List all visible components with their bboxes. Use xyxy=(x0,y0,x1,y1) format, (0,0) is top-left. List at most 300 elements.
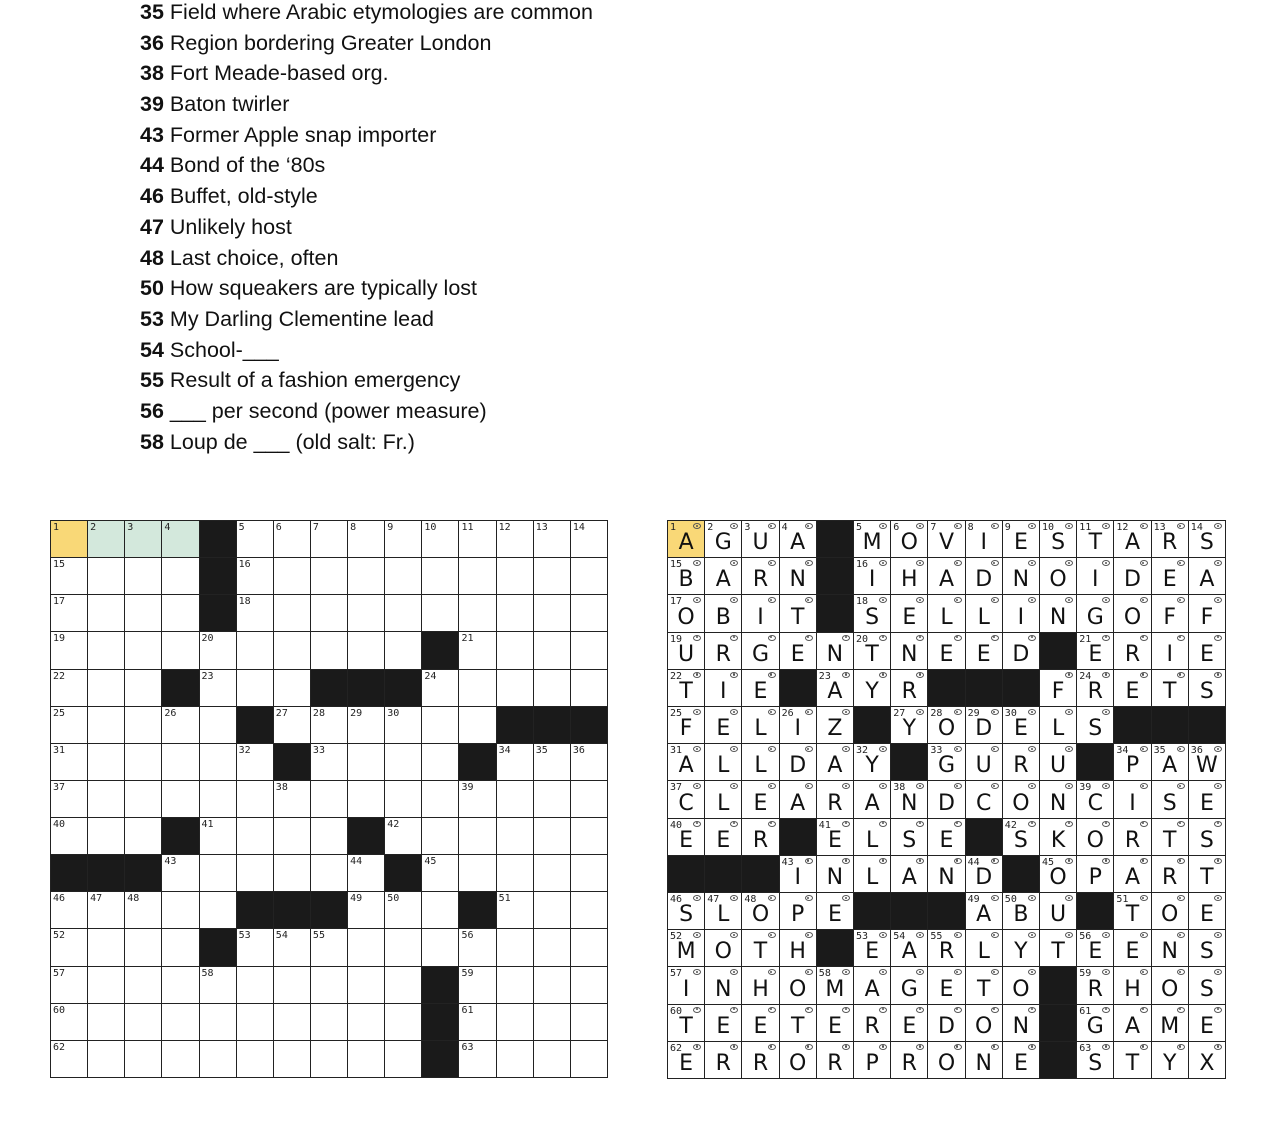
reveal-eye-icon[interactable] xyxy=(730,1044,738,1050)
solved-cell[interactable] xyxy=(1152,558,1189,595)
solved-cell[interactable] xyxy=(928,856,965,893)
grid-cell[interactable] xyxy=(422,521,459,558)
solved-cell[interactable] xyxy=(1040,707,1077,744)
reveal-eye-icon[interactable] xyxy=(991,597,999,603)
grid-cell[interactable] xyxy=(274,1004,311,1041)
reveal-eye-icon[interactable] xyxy=(1102,783,1110,789)
grid-cell[interactable] xyxy=(125,781,162,818)
solved-cell[interactable] xyxy=(668,707,705,744)
reveal-eye-icon[interactable] xyxy=(991,746,999,752)
grid-cell[interactable] xyxy=(459,595,496,632)
reveal-eye-icon[interactable] xyxy=(1214,597,1222,603)
solved-cell[interactable] xyxy=(1152,967,1189,1004)
solved-cell[interactable] xyxy=(1003,744,1040,781)
grid-cell[interactable] xyxy=(311,929,348,966)
grid-cell[interactable] xyxy=(200,670,237,707)
solved-cell[interactable] xyxy=(1077,1042,1114,1079)
grid-cell[interactable] xyxy=(348,1041,385,1078)
solved-cell[interactable] xyxy=(1152,1042,1189,1079)
grid-cell[interactable] xyxy=(422,744,459,781)
reveal-eye-icon[interactable] xyxy=(1065,746,1073,752)
solved-cell[interactable] xyxy=(668,633,705,670)
reveal-eye-icon[interactable] xyxy=(954,597,962,603)
reveal-eye-icon[interactable] xyxy=(1065,895,1073,901)
reveal-eye-icon[interactable] xyxy=(954,821,962,827)
reveal-eye-icon[interactable] xyxy=(879,597,887,603)
solved-cell[interactable] xyxy=(742,967,779,1004)
reveal-eye-icon[interactable] xyxy=(916,1007,924,1013)
solved-cell[interactable] xyxy=(928,967,965,1004)
grid-cell[interactable] xyxy=(237,632,274,669)
grid-cell[interactable] xyxy=(200,632,237,669)
grid-cell[interactable] xyxy=(534,818,571,855)
reveal-eye-icon[interactable] xyxy=(954,783,962,789)
grid-cell[interactable] xyxy=(497,595,534,632)
grid-cell[interactable] xyxy=(497,632,534,669)
solved-cell[interactable] xyxy=(854,819,891,856)
solved-cell[interactable] xyxy=(780,781,817,818)
grid-cell[interactable] xyxy=(88,1041,125,1078)
solved-cell[interactable] xyxy=(1152,930,1189,967)
grid-cell[interactable] xyxy=(88,558,125,595)
solved-cell[interactable] xyxy=(1189,521,1226,558)
solved-cell[interactable] xyxy=(817,967,854,1004)
solved-cell[interactable] xyxy=(1114,1042,1151,1079)
grid-cell[interactable] xyxy=(88,670,125,707)
solved-cell[interactable] xyxy=(1114,930,1151,967)
reveal-eye-icon[interactable] xyxy=(1102,635,1110,641)
reveal-eye-icon[interactable] xyxy=(1028,895,1036,901)
reveal-eye-icon[interactable] xyxy=(879,932,887,938)
solved-cell[interactable] xyxy=(1040,856,1077,893)
solved-cell[interactable] xyxy=(1114,521,1151,558)
reveal-eye-icon[interactable] xyxy=(879,821,887,827)
solved-cell[interactable] xyxy=(1114,856,1151,893)
grid-cell[interactable] xyxy=(274,670,311,707)
grid-cell[interactable] xyxy=(385,595,422,632)
reveal-eye-icon[interactable] xyxy=(991,1007,999,1013)
grid-cell[interactable] xyxy=(311,558,348,595)
solved-cell[interactable] xyxy=(780,930,817,967)
grid-cell[interactable] xyxy=(385,707,422,744)
grid-cell[interactable] xyxy=(88,818,125,855)
grid-cell[interactable] xyxy=(497,1004,534,1041)
grid-cell[interactable] xyxy=(162,967,199,1004)
solved-cell[interactable] xyxy=(742,744,779,781)
grid-cell[interactable] xyxy=(459,781,496,818)
solved-cell[interactable] xyxy=(668,744,705,781)
grid-cell[interactable] xyxy=(497,670,534,707)
grid-cell[interactable] xyxy=(162,855,199,892)
reveal-eye-icon[interactable] xyxy=(1177,523,1185,529)
clue-item[interactable] xyxy=(140,399,593,430)
solved-cell[interactable] xyxy=(1152,744,1189,781)
reveal-eye-icon[interactable] xyxy=(805,969,813,975)
grid-cell[interactable] xyxy=(125,1041,162,1078)
reveal-eye-icon[interactable] xyxy=(916,932,924,938)
grid-cell[interactable] xyxy=(534,670,571,707)
reveal-eye-icon[interactable] xyxy=(916,672,924,678)
solved-cell[interactable] xyxy=(1003,967,1040,1004)
grid-cell[interactable] xyxy=(237,558,274,595)
grid-cell[interactable] xyxy=(385,781,422,818)
solved-cell[interactable] xyxy=(1077,967,1114,1004)
grid-cell[interactable] xyxy=(459,1041,496,1078)
grid-cell[interactable] xyxy=(162,929,199,966)
solved-cell[interactable] xyxy=(705,558,742,595)
solved-cell[interactable] xyxy=(742,893,779,930)
solved-cell[interactable] xyxy=(928,1042,965,1079)
solved-cell[interactable] xyxy=(891,856,928,893)
solved-cell[interactable] xyxy=(1040,781,1077,818)
grid-cell[interactable] xyxy=(162,521,199,558)
grid-cell[interactable] xyxy=(497,892,534,929)
reveal-eye-icon[interactable] xyxy=(954,969,962,975)
reveal-eye-icon[interactable] xyxy=(1065,523,1073,529)
reveal-eye-icon[interactable] xyxy=(1065,858,1073,864)
solved-cell[interactable] xyxy=(1114,595,1151,632)
grid-cell[interactable] xyxy=(125,558,162,595)
solved-cell[interactable] xyxy=(742,930,779,967)
reveal-eye-icon[interactable] xyxy=(1177,746,1185,752)
solved-cell[interactable] xyxy=(966,744,1003,781)
solved-cell[interactable] xyxy=(668,1005,705,1042)
clue-item[interactable] xyxy=(140,184,593,215)
reveal-eye-icon[interactable] xyxy=(842,783,850,789)
reveal-eye-icon[interactable] xyxy=(768,672,776,678)
grid-cell[interactable] xyxy=(237,855,274,892)
grid-cell[interactable] xyxy=(571,670,608,707)
grid-cell[interactable] xyxy=(534,558,571,595)
grid-cell[interactable] xyxy=(534,892,571,929)
grid-cell[interactable] xyxy=(422,707,459,744)
solved-cell[interactable] xyxy=(891,670,928,707)
solved-cell[interactable] xyxy=(891,707,928,744)
grid-cell[interactable] xyxy=(88,632,125,669)
reveal-eye-icon[interactable] xyxy=(693,895,701,901)
solved-cell[interactable] xyxy=(966,856,1003,893)
grid-cell[interactable] xyxy=(88,521,125,558)
reveal-eye-icon[interactable] xyxy=(730,932,738,938)
reveal-eye-icon[interactable] xyxy=(879,969,887,975)
reveal-eye-icon[interactable] xyxy=(768,821,776,827)
solved-cell[interactable] xyxy=(817,819,854,856)
reveal-eye-icon[interactable] xyxy=(916,709,924,715)
solved-cell[interactable] xyxy=(891,1042,928,1079)
reveal-eye-icon[interactable] xyxy=(879,635,887,641)
clue-item[interactable] xyxy=(140,0,593,31)
reveal-eye-icon[interactable] xyxy=(1065,709,1073,715)
reveal-eye-icon[interactable] xyxy=(991,783,999,789)
solved-cell[interactable] xyxy=(1189,893,1226,930)
grid-cell[interactable] xyxy=(497,1041,534,1078)
grid-cell[interactable] xyxy=(51,818,88,855)
solved-cell[interactable] xyxy=(1040,930,1077,967)
reveal-eye-icon[interactable] xyxy=(879,858,887,864)
solved-cell[interactable] xyxy=(891,1005,928,1042)
solved-cell[interactable] xyxy=(780,595,817,632)
solved-cell[interactable] xyxy=(705,967,742,1004)
solved-cell[interactable] xyxy=(1114,1005,1151,1042)
solved-cell[interactable] xyxy=(1003,1005,1040,1042)
reveal-eye-icon[interactable] xyxy=(805,1007,813,1013)
solved-cell[interactable] xyxy=(1114,819,1151,856)
solved-cell[interactable] xyxy=(966,521,1003,558)
grid-cell[interactable] xyxy=(422,818,459,855)
reveal-eye-icon[interactable] xyxy=(1214,821,1222,827)
reveal-eye-icon[interactable] xyxy=(1028,969,1036,975)
solved-cell[interactable] xyxy=(1040,670,1077,707)
solved-cell[interactable] xyxy=(1152,595,1189,632)
grid-cell[interactable] xyxy=(348,1004,385,1041)
grid-cell[interactable] xyxy=(497,558,534,595)
grid-cell[interactable] xyxy=(459,707,496,744)
solved-cell[interactable] xyxy=(817,670,854,707)
reveal-eye-icon[interactable] xyxy=(1214,1007,1222,1013)
solved-cell[interactable] xyxy=(1189,967,1226,1004)
grid-cell[interactable] xyxy=(51,707,88,744)
grid-cell[interactable] xyxy=(422,929,459,966)
reveal-eye-icon[interactable] xyxy=(730,635,738,641)
reveal-eye-icon[interactable] xyxy=(916,858,924,864)
reveal-eye-icon[interactable] xyxy=(1028,1044,1036,1050)
reveal-eye-icon[interactable] xyxy=(1065,821,1073,827)
reveal-eye-icon[interactable] xyxy=(730,895,738,901)
grid-cell[interactable] xyxy=(497,967,534,1004)
solved-cell[interactable] xyxy=(1189,1005,1226,1042)
grid-cell[interactable] xyxy=(237,929,274,966)
solved-cell[interactable] xyxy=(1003,521,1040,558)
grid-cell[interactable] xyxy=(51,521,88,558)
grid-cell[interactable] xyxy=(311,967,348,1004)
grid-cell[interactable] xyxy=(88,744,125,781)
solved-cell[interactable] xyxy=(668,670,705,707)
grid-cell[interactable] xyxy=(237,670,274,707)
grid-cell[interactable] xyxy=(274,632,311,669)
solved-cell[interactable] xyxy=(966,558,1003,595)
reveal-eye-icon[interactable] xyxy=(1214,523,1222,529)
reveal-eye-icon[interactable] xyxy=(1102,932,1110,938)
reveal-eye-icon[interactable] xyxy=(1102,969,1110,975)
grid-cell[interactable] xyxy=(88,1004,125,1041)
grid-cell[interactable] xyxy=(459,1004,496,1041)
grid-cell[interactable] xyxy=(237,595,274,632)
reveal-eye-icon[interactable] xyxy=(1065,672,1073,678)
solved-cell[interactable] xyxy=(891,558,928,595)
solved-cell[interactable] xyxy=(1003,707,1040,744)
grid-cell[interactable] xyxy=(125,1004,162,1041)
grid-cell[interactable] xyxy=(348,595,385,632)
grid-cell[interactable] xyxy=(311,1004,348,1041)
grid-cell[interactable] xyxy=(571,595,608,632)
grid-cell[interactable] xyxy=(534,632,571,669)
solved-cell[interactable] xyxy=(1077,633,1114,670)
grid-cell[interactable] xyxy=(534,1041,571,1078)
reveal-eye-icon[interactable] xyxy=(1177,1044,1185,1050)
grid-cell[interactable] xyxy=(200,744,237,781)
reveal-eye-icon[interactable] xyxy=(879,1007,887,1013)
reveal-eye-icon[interactable] xyxy=(879,1044,887,1050)
reveal-eye-icon[interactable] xyxy=(730,1007,738,1013)
grid-cell[interactable] xyxy=(422,558,459,595)
clue-item[interactable] xyxy=(140,92,593,123)
reveal-eye-icon[interactable] xyxy=(842,709,850,715)
solved-cell[interactable] xyxy=(742,1042,779,1079)
reveal-eye-icon[interactable] xyxy=(693,709,701,715)
grid-cell[interactable] xyxy=(125,967,162,1004)
reveal-eye-icon[interactable] xyxy=(768,969,776,975)
reveal-eye-icon[interactable] xyxy=(954,1044,962,1050)
grid-cell[interactable] xyxy=(125,744,162,781)
grid-cell[interactable] xyxy=(348,892,385,929)
reveal-eye-icon[interactable] xyxy=(768,932,776,938)
reveal-eye-icon[interactable] xyxy=(1214,858,1222,864)
reveal-eye-icon[interactable] xyxy=(1214,932,1222,938)
grid-cell[interactable] xyxy=(459,521,496,558)
grid-cell[interactable] xyxy=(51,929,88,966)
solved-cell[interactable] xyxy=(1003,930,1040,967)
clue-item[interactable] xyxy=(140,215,593,246)
grid-cell[interactable] xyxy=(311,632,348,669)
reveal-eye-icon[interactable] xyxy=(1102,672,1110,678)
solved-cell[interactable] xyxy=(891,967,928,1004)
grid-cell[interactable] xyxy=(88,929,125,966)
grid-cell[interactable] xyxy=(200,855,237,892)
grid-cell[interactable] xyxy=(162,892,199,929)
grid-cell[interactable] xyxy=(571,744,608,781)
grid-cell[interactable] xyxy=(422,855,459,892)
reveal-eye-icon[interactable] xyxy=(842,858,850,864)
grid-cell[interactable] xyxy=(125,595,162,632)
solved-cell[interactable] xyxy=(854,781,891,818)
reveal-eye-icon[interactable] xyxy=(1177,969,1185,975)
solved-cell[interactable] xyxy=(780,1005,817,1042)
clue-item[interactable] xyxy=(140,31,593,62)
solved-cell[interactable] xyxy=(966,893,1003,930)
solved-cell[interactable] xyxy=(1189,819,1226,856)
reveal-eye-icon[interactable] xyxy=(1140,1044,1148,1050)
grid-cell[interactable] xyxy=(125,818,162,855)
grid-cell[interactable] xyxy=(237,781,274,818)
grid-cell[interactable] xyxy=(162,781,199,818)
grid-cell[interactable] xyxy=(459,929,496,966)
reveal-eye-icon[interactable] xyxy=(842,746,850,752)
reveal-eye-icon[interactable] xyxy=(991,709,999,715)
reveal-eye-icon[interactable] xyxy=(879,523,887,529)
solved-cell[interactable] xyxy=(854,744,891,781)
reveal-eye-icon[interactable] xyxy=(916,821,924,827)
solved-cell[interactable] xyxy=(780,633,817,670)
reveal-eye-icon[interactable] xyxy=(842,1044,850,1050)
solved-cell[interactable] xyxy=(1152,819,1189,856)
reveal-eye-icon[interactable] xyxy=(1028,709,1036,715)
clue-item[interactable] xyxy=(140,430,593,461)
grid-cell[interactable] xyxy=(534,1004,571,1041)
solved-cell[interactable] xyxy=(817,781,854,818)
grid-cell[interactable] xyxy=(274,558,311,595)
solved-cell[interactable] xyxy=(891,819,928,856)
solved-cell[interactable] xyxy=(1189,595,1226,632)
grid-cell[interactable] xyxy=(311,744,348,781)
solved-cell[interactable] xyxy=(817,707,854,744)
solved-cell[interactable] xyxy=(780,744,817,781)
reveal-eye-icon[interactable] xyxy=(954,709,962,715)
grid-cell[interactable] xyxy=(348,521,385,558)
reveal-eye-icon[interactable] xyxy=(1102,523,1110,529)
reveal-eye-icon[interactable] xyxy=(1028,523,1036,529)
solved-cell[interactable] xyxy=(742,670,779,707)
grid-cell[interactable] xyxy=(51,632,88,669)
grid-cell[interactable] xyxy=(571,855,608,892)
solved-cell[interactable] xyxy=(1003,893,1040,930)
grid-cell[interactable] xyxy=(274,521,311,558)
grid-cell[interactable] xyxy=(88,707,125,744)
reveal-eye-icon[interactable] xyxy=(916,635,924,641)
solved-cell[interactable] xyxy=(1114,633,1151,670)
solved-cell[interactable] xyxy=(1077,595,1114,632)
solved-cell[interactable] xyxy=(1077,670,1114,707)
solved-cell[interactable] xyxy=(742,819,779,856)
grid-cell[interactable] xyxy=(88,595,125,632)
reveal-eye-icon[interactable] xyxy=(1177,821,1185,827)
solved-cell[interactable] xyxy=(780,1042,817,1079)
solved-cell[interactable] xyxy=(928,1005,965,1042)
reveal-eye-icon[interactable] xyxy=(1102,560,1110,566)
reveal-eye-icon[interactable] xyxy=(768,523,776,529)
reveal-eye-icon[interactable] xyxy=(916,969,924,975)
grid-cell[interactable] xyxy=(274,855,311,892)
reveal-eye-icon[interactable] xyxy=(1102,858,1110,864)
solved-cell[interactable] xyxy=(780,558,817,595)
solved-cell[interactable] xyxy=(1152,1005,1189,1042)
grid-cell[interactable] xyxy=(51,892,88,929)
reveal-eye-icon[interactable] xyxy=(693,635,701,641)
grid-cell[interactable] xyxy=(534,855,571,892)
reveal-eye-icon[interactable] xyxy=(1214,560,1222,566)
solved-cell[interactable] xyxy=(854,670,891,707)
reveal-eye-icon[interactable] xyxy=(1177,858,1185,864)
solved-cell[interactable] xyxy=(1152,856,1189,893)
grid-cell[interactable] xyxy=(348,744,385,781)
solved-cell[interactable] xyxy=(780,967,817,1004)
grid-cell[interactable] xyxy=(51,558,88,595)
solved-cell[interactable] xyxy=(891,930,928,967)
reveal-eye-icon[interactable] xyxy=(1028,932,1036,938)
solved-cell[interactable] xyxy=(668,595,705,632)
grid-cell[interactable] xyxy=(274,818,311,855)
solved-cell[interactable] xyxy=(928,558,965,595)
solved-cell[interactable] xyxy=(1114,670,1151,707)
reveal-eye-icon[interactable] xyxy=(805,1044,813,1050)
grid-cell[interactable] xyxy=(534,521,571,558)
grid-cell[interactable] xyxy=(571,521,608,558)
reveal-eye-icon[interactable] xyxy=(842,1007,850,1013)
reveal-eye-icon[interactable] xyxy=(730,560,738,566)
clue-item[interactable] xyxy=(140,246,593,277)
reveal-eye-icon[interactable] xyxy=(768,746,776,752)
reveal-eye-icon[interactable] xyxy=(1140,746,1148,752)
reveal-eye-icon[interactable] xyxy=(1102,709,1110,715)
clue-item[interactable] xyxy=(140,338,593,369)
clue-item[interactable] xyxy=(140,123,593,154)
solved-cell[interactable] xyxy=(742,707,779,744)
reveal-eye-icon[interactable] xyxy=(991,523,999,529)
grid-cell[interactable] xyxy=(125,670,162,707)
reveal-eye-icon[interactable] xyxy=(879,672,887,678)
solved-cell[interactable] xyxy=(705,893,742,930)
reveal-eye-icon[interactable] xyxy=(805,932,813,938)
grid-cell[interactable] xyxy=(422,595,459,632)
